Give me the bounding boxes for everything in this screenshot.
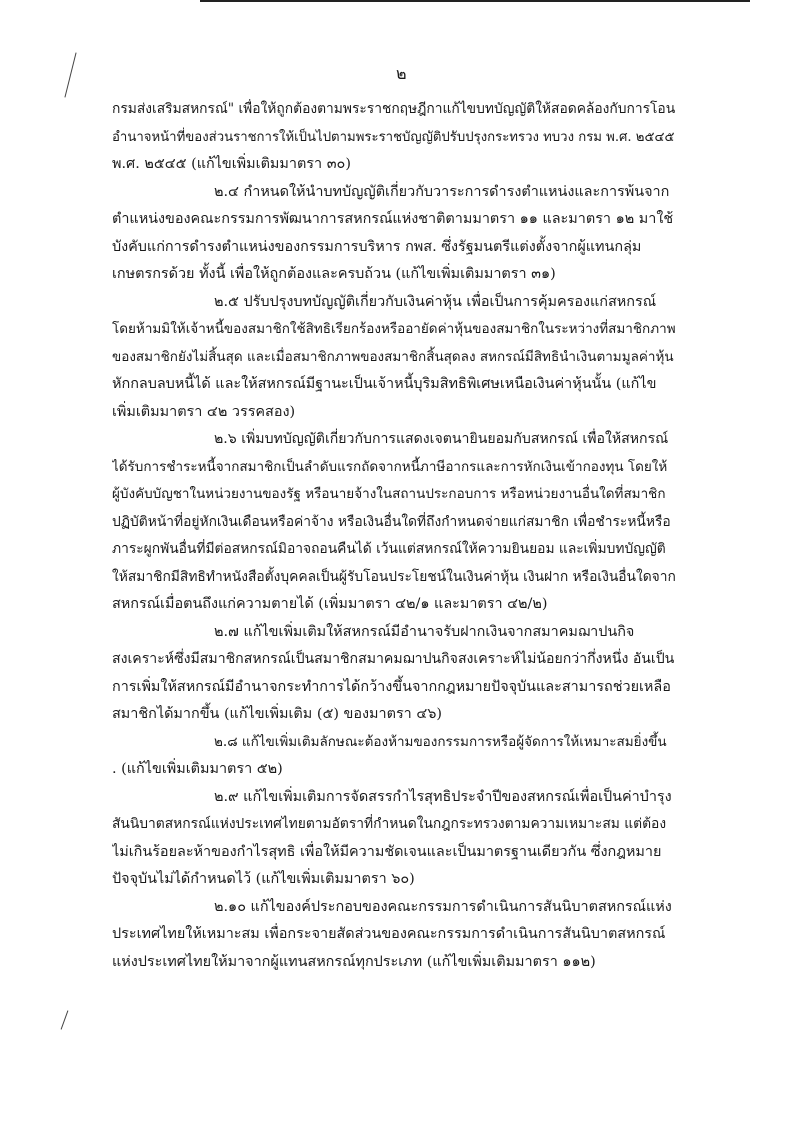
scan-mark <box>61 1010 69 1029</box>
paragraph-line: ผู้บังคับบัญชาในหน่วยงานของรัฐ หรือนายจ้างในสถานประกอบการ หรือหน่วยงานอื่นใดที่สมาชิก <box>112 486 666 502</box>
document-body <box>112 96 676 976</box>
paragraph-line: ปัจจุบันไม่ได้กำหนดไว้ (แก้ไขเพิ่มเติมมาตรา ๖๐) <box>112 871 415 887</box>
paragraph-line: ตำแหน่งของคณะกรรมการพัฒนาการสหกรณ์แห่งชาติตามมาตรา ๑๑ และมาตรา ๑๒ มาใช้ <box>112 211 674 227</box>
paragraph-line: ได้รับการชำระหนี้จากสมาชิกเป็นลำดับแรกถัดจากหนี้ภาษีอากรและการหักเงินเข้ากองทุน โดยให้ <box>112 458 668 475</box>
paragraph-line: ภาระผูกพันอื่นที่มีต่อสหกรณ์มิอาจถอนคืนได้ เว้นแต่สหกรณ์ให้ความยินยอม และเพิ่มบทบัญญัติ <box>112 541 666 557</box>
paragraph-first-line: ๒.๖ เพิ่มบทบัญญัติเกี่ยวกับการแสดงเจตนายินยอมกับสหกรณ์ เพื่อให้สหกรณ์ <box>214 431 669 447</box>
paragraph-first-line: ๒.๑๐ แก้ไของค์ประกอบของคณะกรรมการดำเนินการสันนิบาตสหกรณ์แห่ง <box>214 898 672 915</box>
paragraph-line: ไม่เกินร้อยละห้าของกำไรสุทธิ เพื่อให้มีความชัดเจนและเป็นมาตรฐานเดียวกัน ซึ่งกฎหมาย <box>112 843 662 860</box>
paragraph-line: สันนิบาตสหกรณ์แห่งประเทศไทยตามอัตราที่กำหนดในกฎกระทรวงตามความเหมาะสม แต่ต้อง <box>112 816 667 832</box>
paragraph-line: ของสมาชิกยังไม่สิ้นสุด และเมื่อสมาชิกภาพของสมาชิกสิ้นสุดลง สหกรณ์มีสิทธินำเงินตามมูลค่าหุ้น <box>112 348 674 365</box>
paragraph-first-line: ๒.๘ แก้ไขเพิ่มเติมลักษณะต้องห้ามของกรรมการหรือผู้จัดการให้เหมาะสมยิ่งขึ้น <box>214 733 667 750</box>
paragraph-line: พ.ศ. ๒๕๔๕ (แก้ไขเพิ่มเติมมาตรา ๓๐) <box>112 156 351 172</box>
paragraph-line: อำนาจหน้าที่ของส่วนราชการให้เป็นไปตามพระราชบัญญัติปรับปรุงกระทรวง ทบวง กรม พ.ศ. ๒๕๔๕ <box>112 129 675 145</box>
paragraph-line: สมาชิกได้มากขึ้น (แก้ไขเพิ่มเติม (๕) ของมาตรา ๔๖) <box>112 706 442 722</box>
paragraph-line: แห่งประเทศไทยให้มาจากผู้แทนสหกรณ์ทุกประเภท (แก้ไขเพิ่มเติมมาตรา ๑๑๒) <box>112 953 596 970</box>
paragraph-first-line: ๒.๗ แก้ไขเพิ่มเติมให้สหกรณ์มีอำนาจรับฝากเงินจากสมาคมฌาปนกิจ <box>214 623 635 640</box>
paragraph-first-line: ๒.๕ ปรับปรุงบทบัญญัติเกี่ยวกับเงินค่าหุ้น เพื่อเป็นการคุ้มครองแก่สหกรณ์ <box>214 293 657 310</box>
paragraph-first-line: ๒.๙ แก้ไขเพิ่มเติมการจัดสรรกำไรสุทธิประจำปีของสหกรณ์เพื่อเป็นค่าบำรุง <box>214 788 672 805</box>
paragraph-line: การเพิ่มให้สหกรณ์มีอำนาจกระทำการได้กว้างขึ้นจากกฎหมายปัจจุบันและสามารถช่วยเหลือ <box>112 678 671 695</box>
paragraph-first-line: ๒.๔ กำหนดให้นำบทบัญญัติเกี่ยวกับวาระการดำรงตำแหน่งและการพ้นจาก <box>214 183 670 200</box>
paragraph-line: สหกรณ์เมื่อตนถึงแก่ความตายได้ (เพิ่มมาตรา ๔๒/๑ และมาตรา ๔๒/๒) <box>112 596 548 612</box>
page-number: ๒ <box>396 64 407 83</box>
paragraph-line: . (แก้ไขเพิ่มเติมมาตรา ๕๒) <box>112 761 283 777</box>
scan-mark <box>64 53 76 98</box>
paragraph-line: สงเคราะห์ซึ่งมีสมาชิกสหกรณ์เป็นสมาชิกสมาคมฌาปนกิจสงเคราะห์ไม่น้อยกว่ากึ่งหนึ่ง อันเป็น <box>112 651 675 667</box>
paragraph-line: เกษตรกรด้วย ทั้งนี้ เพื่อให้ถูกต้องและครบถ้วน (แก้ไขเพิ่มเติมมาตรา ๓๑) <box>112 266 556 282</box>
paragraph-line: เพิ่มเติมมาตรา ๔๒ วรรคสอง) <box>112 403 296 420</box>
paragraph-line: โดยห้ามมิให้เจ้าหนี้ของสมาชิกใช้สิทธิเรียกร้องหรืออายัดค่าหุ้นของสมาชิกในระหว่างที่สมาชิกภาพ <box>112 321 676 337</box>
paragraph-line: กรมส่งเสริมสหกรณ์" เพื่อให้ถูกต้องตามพระราชกฤษฎีกาแก้ไขบทบัญญัติให้สอดคล้องกับการโอน <box>112 101 676 117</box>
paragraph-line: ให้สมาชิกมีสิทธิทำหนังสือตั้งบุคคลเป็นผู้รับโอนประโยชน์ในเงินค่าหุ้น เงินฝาก หรือเงินอื่นใดจาก <box>112 568 676 585</box>
paragraph-line: ประเทศไทยให้เหมาะสม เพื่อกระจายสัดส่วนของคณะกรรมการดำเนินการสันนิบาตสหกรณ์ <box>112 926 666 942</box>
paragraph-line: หักกลบลบหนี้ได้ และให้สหกรณ์มีฐานะเป็นเจ้าหนี้บุริมสิทธิพิเศษเหนือเงินค่าหุ้นนั้น (แก้ไข <box>112 376 657 392</box>
paragraph-line: บังคับแก่การดำรงตำแหน่งของกรรมการบริหาร กพส. ซึ่งรัฐมนตรีแต่งตั้งจากผู้แทนกลุ่ม <box>112 238 642 255</box>
paragraph-line: ปฏิบัติหน้าที่อยู่หักเงินเดือนหรือค่าจ้าง หรือเงินอื่นใดที่ถึงกำหนดจ่ายแก่สมาชิก เพื่อชำระหนี้หรือ <box>112 513 671 530</box>
top-edge-rule <box>200 0 750 2</box>
